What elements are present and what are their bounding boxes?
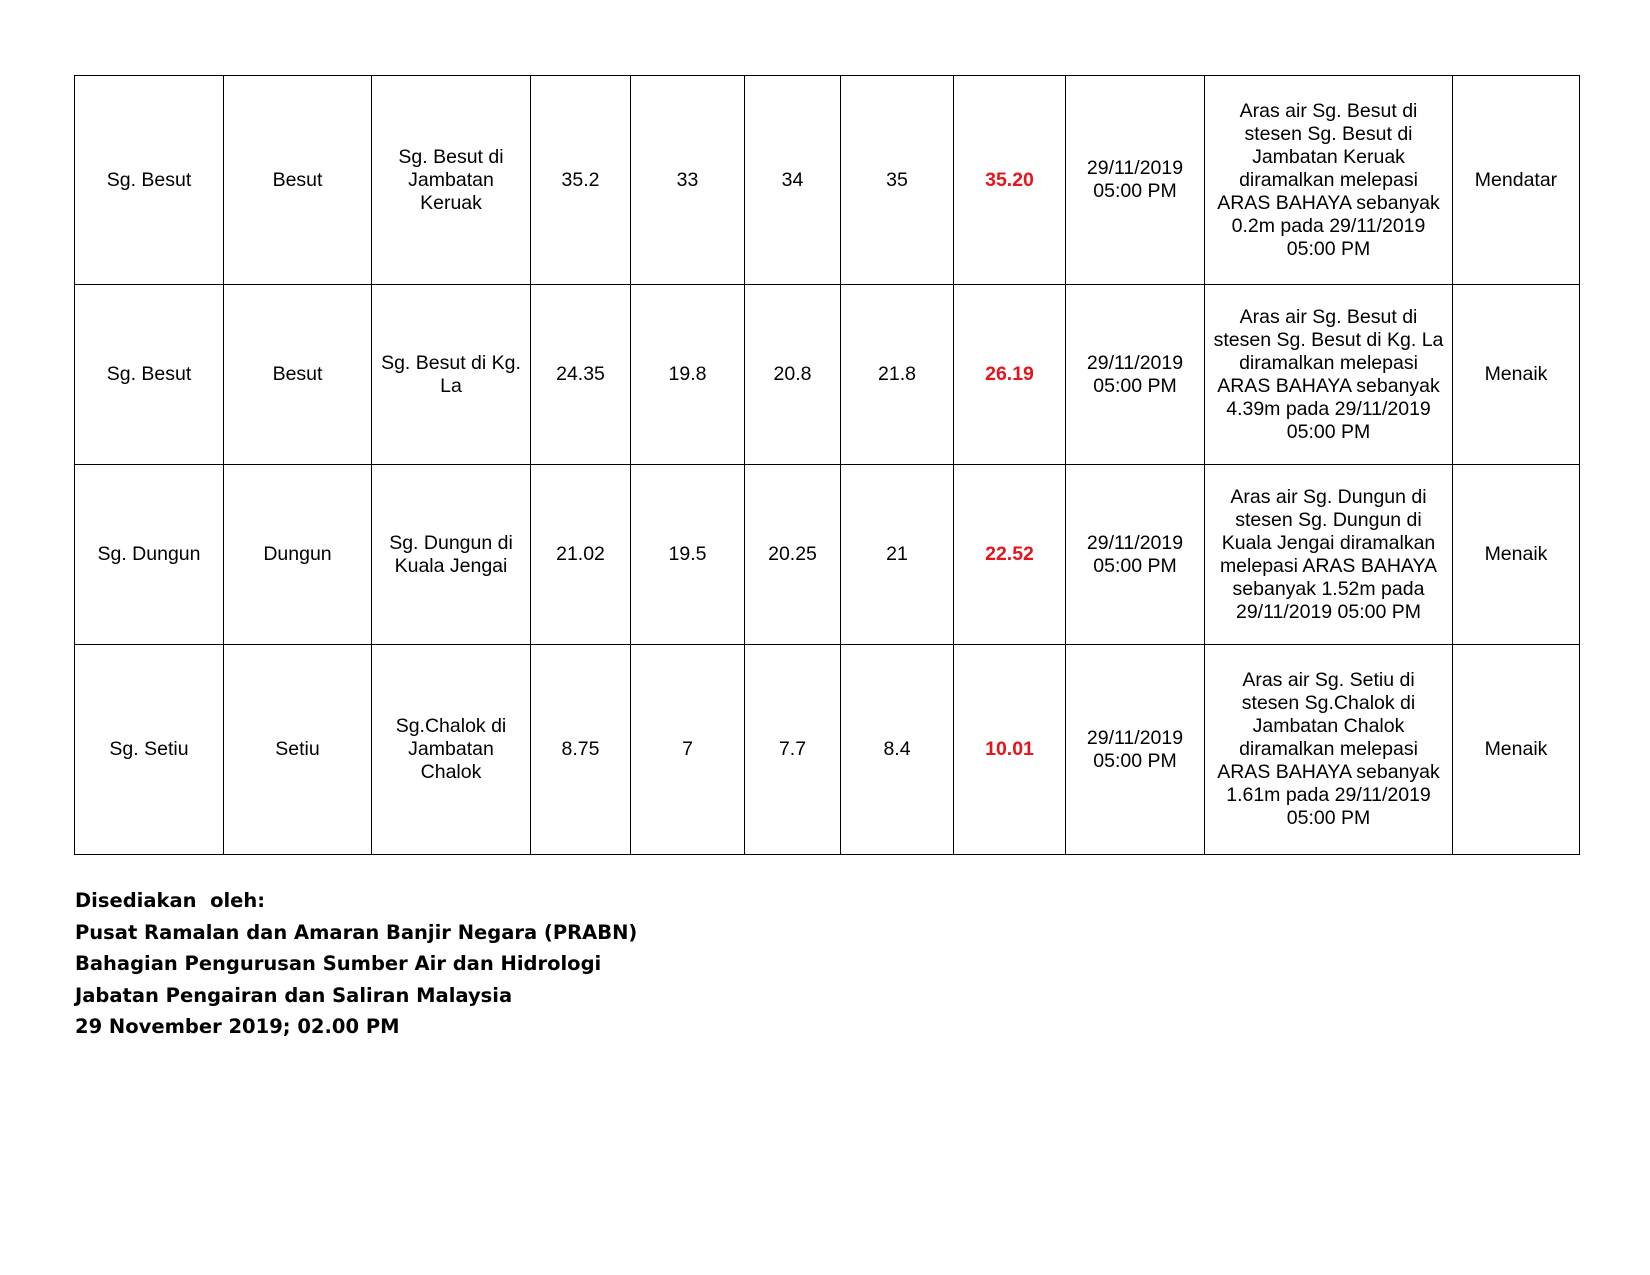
prepared-by-block (75, 885, 637, 1043)
station-cell: Sg.Chalok di Jambatan Chalok (372, 645, 531, 855)
district-cell: Dungun (224, 465, 372, 645)
danger-level-cell: 21.8 (841, 285, 954, 465)
warning-level-cell: 7.7 (745, 645, 841, 855)
current-level-cell: 24.35 (531, 285, 631, 465)
description-cell: Aras air Sg. Dungun di stesen Sg. Dungun di Kuala Jengai diramalkan melepasi ARAS BAHAYA sebanyak 1.52m pada 29/11/2019 05:00 PM (1205, 465, 1453, 645)
station-cell: Sg. Besut di Jambatan Keruak (372, 76, 531, 285)
alert-level-cell: 33 (631, 76, 745, 285)
forecast-datetime-cell: 29/11/2019 05:00 PM (1066, 645, 1205, 855)
danger-level-cell: 8.4 (841, 645, 954, 855)
table-row (75, 285, 1580, 465)
river-cell: Sg. Dungun (75, 465, 224, 645)
description-cell: Aras air Sg. Besut di stesen Sg. Besut di Kg. La diramalkan melepasi ARAS BAHAYA sebanyak 4.39m pada 29/11/2019 05:00 PM (1205, 285, 1453, 465)
forecast-level-cell: 35.20 (954, 76, 1066, 285)
warning-level-cell: 34 (745, 76, 841, 285)
forecast-level-cell: 10.01 (954, 645, 1066, 855)
station-cell: Sg. Dungun di Kuala Jengai (372, 465, 531, 645)
agency-name: Pusat Ramalan dan Amaran Banjir Negara (PRABN) (75, 920, 638, 944)
issue-date: 29 November 2019; 02.00 PM (75, 1015, 400, 1038)
trend-cell: Menaik (1453, 645, 1580, 855)
description-cell: Aras air Sg. Setiu di stesen Sg.Chalok di Jambatan Chalok diramalkan melepasi ARAS BAHAYA sebanyak 1.61m pada 29/11/2019 05:00 PM (1205, 645, 1453, 855)
department-name: Jabatan Pengairan dan Saliran Malaysia (75, 983, 513, 1007)
trend-cell: Menaik (1453, 285, 1580, 465)
forecast-datetime-cell: 29/11/2019 05:00 PM (1066, 285, 1205, 465)
table-row (75, 465, 1580, 645)
river-cell: Sg. Besut (75, 76, 224, 285)
alert-level-cell: 19.8 (631, 285, 745, 465)
trend-cell: Menaik (1453, 465, 1580, 645)
alert-level-cell: 7 (631, 645, 745, 855)
prepared-by-label: Disediakan oleh: (75, 889, 266, 912)
district-cell: Besut (224, 285, 372, 465)
table-row (75, 76, 1580, 285)
danger-level-cell: 21 (841, 465, 954, 645)
forecast-datetime-cell: 29/11/2019 05:00 PM (1066, 76, 1205, 285)
description-cell: Aras air Sg. Besut di stesen Sg. Besut di Jambatan Keruak diramalkan melepasi ARAS BAHAYA sebanyak 0.2m pada 29/11/2019 05:00 PM (1205, 76, 1453, 285)
river-cell: Sg. Setiu (75, 645, 224, 855)
district-cell: Setiu (224, 645, 372, 855)
warning-level-cell: 20.8 (745, 285, 841, 465)
current-level-cell: 8.75 (531, 645, 631, 855)
current-level-cell: 21.02 (531, 465, 631, 645)
division-name: Bahagian Pengurusan Sumber Air dan Hidrologi (75, 952, 602, 975)
station-cell: Sg. Besut di Kg. La (372, 285, 531, 465)
forecast-level-cell: 22.52 (954, 465, 1066, 645)
danger-level-cell: 35 (841, 76, 954, 285)
current-level-cell: 35.2 (531, 76, 631, 285)
alert-level-cell: 19.5 (631, 465, 745, 645)
district-cell: Besut (224, 76, 372, 285)
trend-cell: Mendatar (1453, 76, 1580, 285)
forecast-level-cell: 26.19 (954, 285, 1066, 465)
flood-forecast-table (74, 75, 1580, 855)
river-cell: Sg. Besut (75, 285, 224, 465)
warning-level-cell: 20.25 (745, 465, 841, 645)
forecast-datetime-cell: 29/11/2019 05:00 PM (1066, 465, 1205, 645)
table-row (75, 645, 1580, 855)
